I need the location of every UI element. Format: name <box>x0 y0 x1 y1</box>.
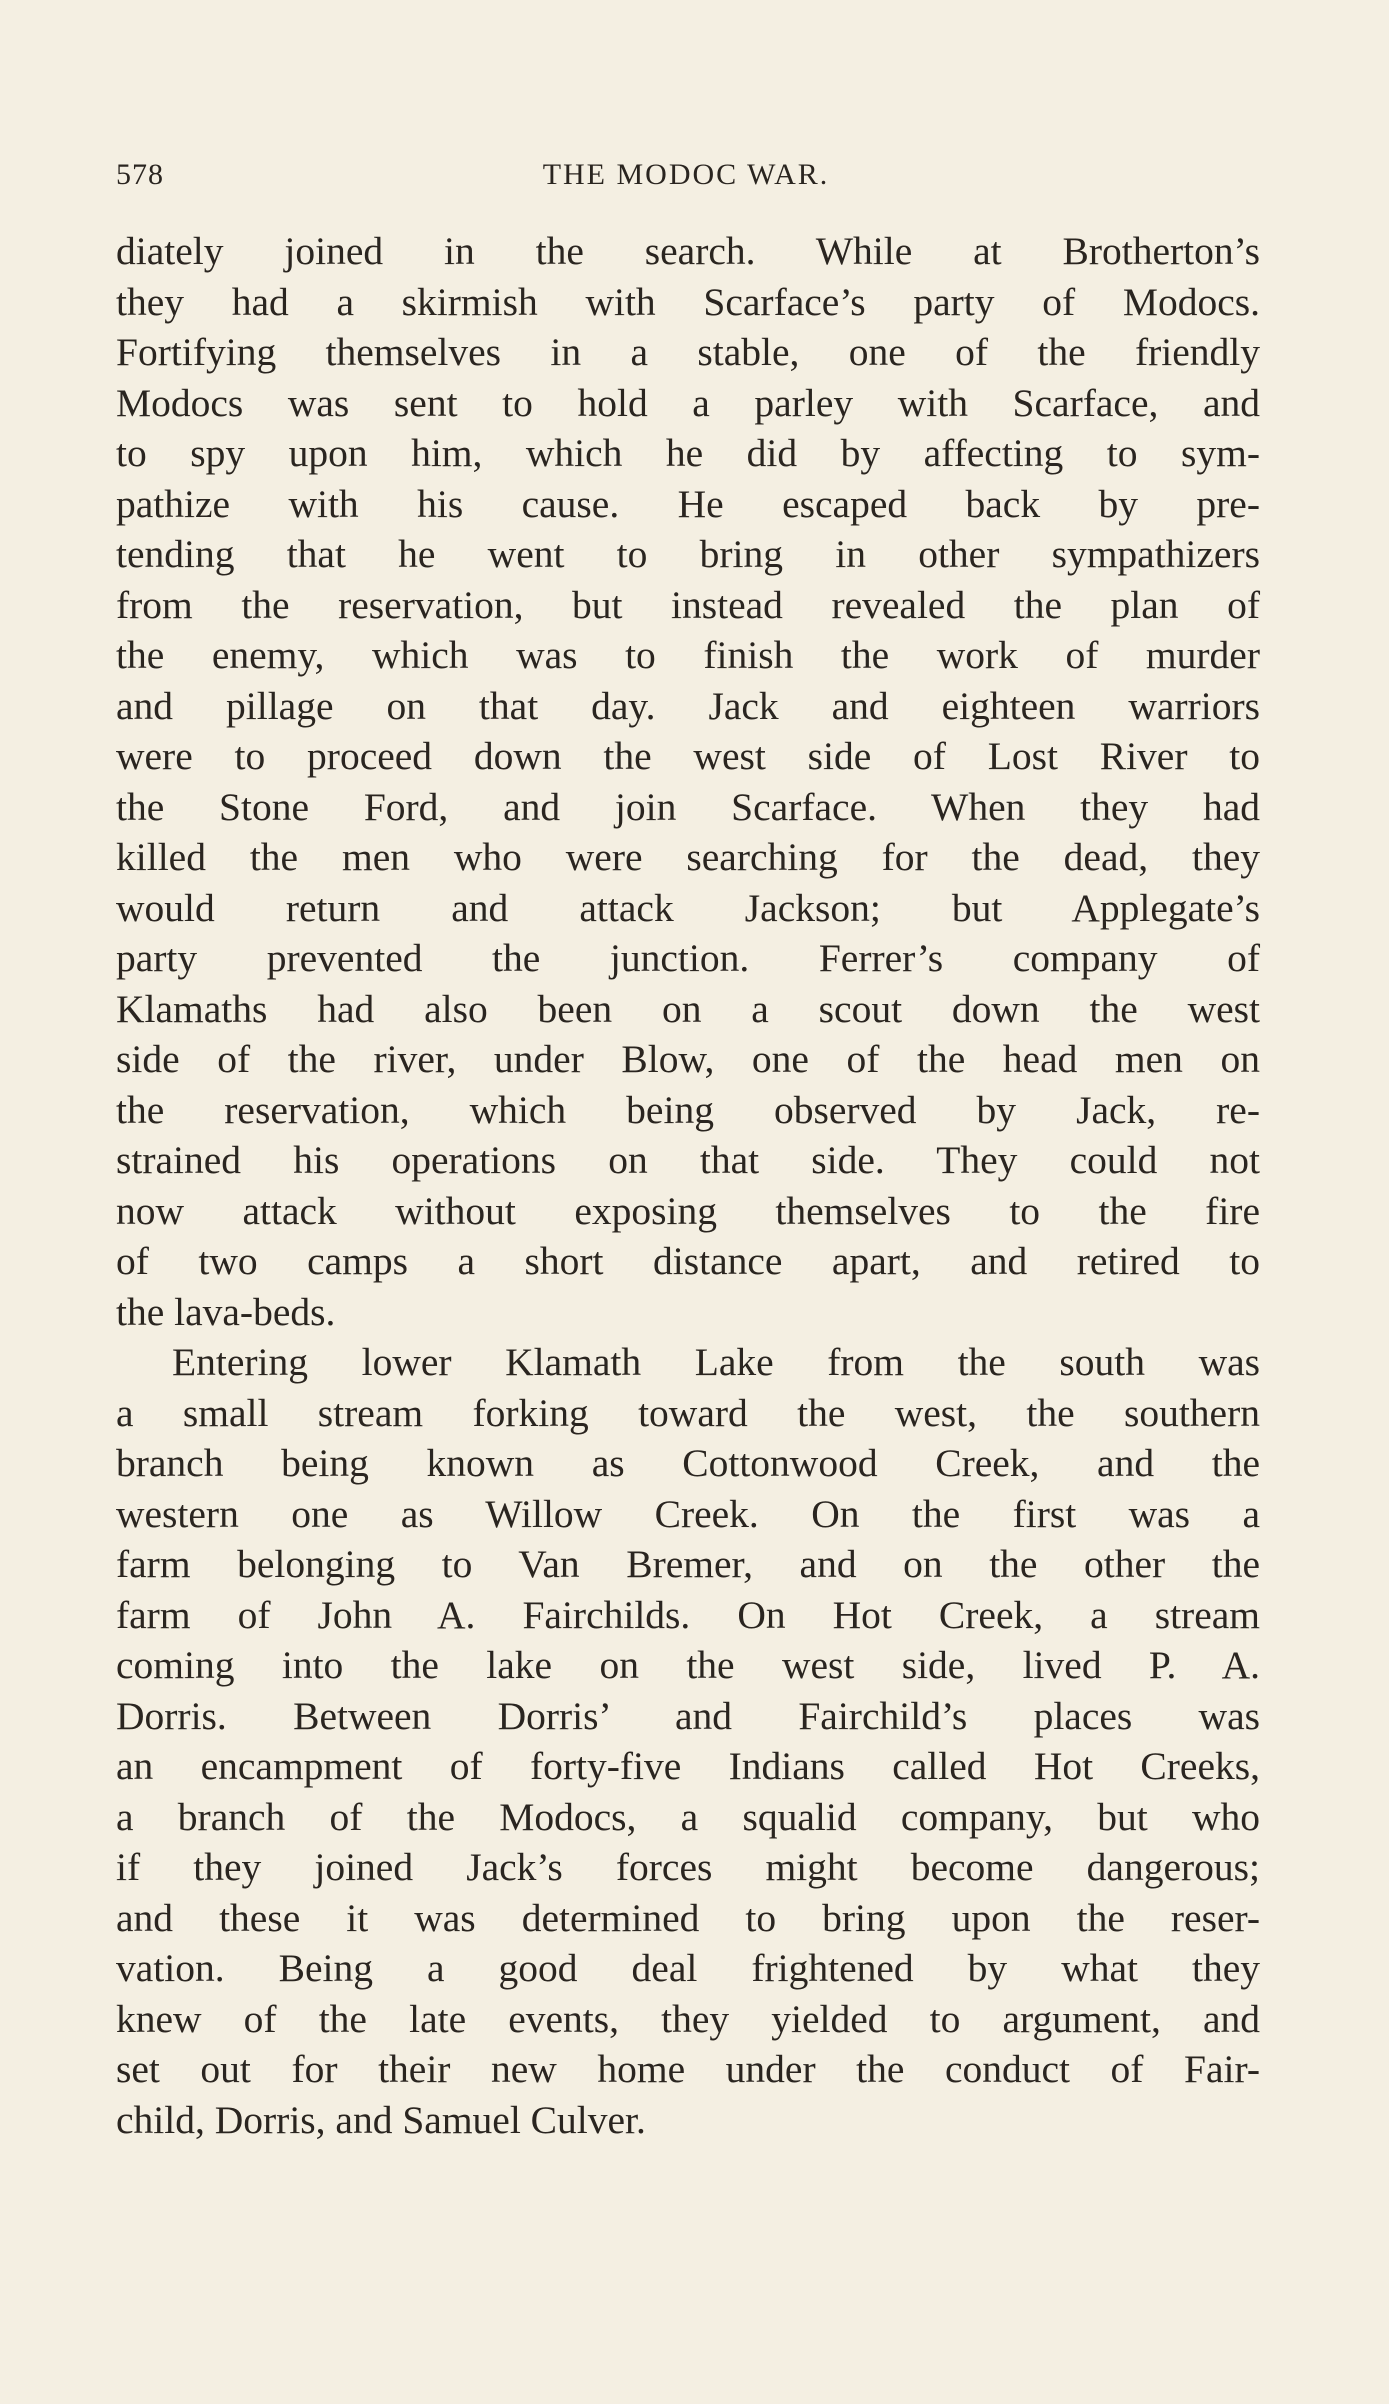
text-line: killed the men who were searching for the dead, they <box>116 835 1260 879</box>
text-line: Dorris. Between Dorris’ and Fairchild’s places was <box>116 1693 1260 1738</box>
text-line: would return and attack Jackson; but Applegate’s <box>116 885 1260 930</box>
text-line: if they joined Jack’s forces might become dangerous; <box>116 1845 1260 1889</box>
text-line: coming into the lake on the west side, lived P. A. <box>116 1643 1260 1687</box>
text-line: side of the river, under Blow, one of the head men on <box>116 1037 1260 1081</box>
text-line: diately joined in the search. While at Brotherton’s <box>116 229 1260 273</box>
text-line: and these it was determined to bring upon the reser- <box>116 1895 1260 1940</box>
text-line: Entering lower Klamath Lake from the south was <box>172 1340 1260 1384</box>
text-line: to spy upon him, which he did by affecting to sym- <box>116 431 1260 475</box>
text-line: vation. Being a good deal frightened by what they <box>116 1946 1260 1990</box>
text-line: farm of John A. Fairchilds. On Hot Creek, a stream <box>116 1592 1260 1637</box>
text-line: strained his operations on that side. They could not <box>116 1138 1260 1182</box>
running-head <box>116 158 1256 202</box>
page-number: 578 <box>116 158 164 191</box>
text-line: they had a skirmish with Scarface’s party of Modocs. <box>116 279 1260 324</box>
page-title: THE MODOC WAR. <box>542 158 830 191</box>
text-line: the reservation, which being observed by Jack, re- <box>116 1087 1260 1132</box>
text-line: Klamaths had also been on a scout down the west <box>116 986 1260 1031</box>
text-line: western one as Willow Creek. On the first was a <box>116 1491 1260 1536</box>
text-line: Fortifying themselves in a stable, one of the friendly <box>116 330 1260 374</box>
text-line: now attack without exposing themselves to the fire <box>116 1188 1260 1233</box>
text-line: an encampment of forty-five Indians called Hot Creeks, <box>116 1744 1260 1788</box>
text-line: the Stone Ford, and join Scarface. When they had <box>116 784 1260 829</box>
text-line: party prevented the junction. Ferrer’s company of <box>116 936 1260 980</box>
text-line: a branch of the Modocs, a squalid company, but who <box>116 1794 1260 1839</box>
text-line: pathize with his cause. He escaped back by pre- <box>116 481 1260 526</box>
text-line: branch being known as Cottonwood Creek, and the <box>116 1441 1260 1485</box>
text-line: the lava-beds. <box>116 1289 336 1334</box>
text-line: tending that he went to bring in other sympathizers <box>116 532 1260 576</box>
text-line: and pillage on that day. Jack and eighteen warriors <box>116 683 1260 728</box>
text-line: from the reservation, but instead revealed the plan of <box>116 582 1260 627</box>
text-line: the enemy, which was to finish the work of murder <box>116 633 1260 677</box>
text-line: child, Dorris, and Samuel Culver. <box>116 2097 646 2142</box>
text-line: set out for their new home under the conduct of Fair- <box>116 2047 1260 2091</box>
text-line: a small stream forking toward the west, the southern <box>116 1390 1260 1435</box>
text-line: farm belonging to Van Bremer, and on the other the <box>116 1542 1260 1586</box>
text-line: were to proceed down the west side of Lost River to <box>116 734 1260 778</box>
text-line: of two camps a short distance apart, and retired to <box>116 1239 1260 1283</box>
text-line: knew of the late events, they yielded to argument, and <box>116 1996 1260 2041</box>
text-line: Modocs was sent to hold a parley with Scarface, and <box>116 380 1260 425</box>
body-text <box>116 226 1260 2145</box>
